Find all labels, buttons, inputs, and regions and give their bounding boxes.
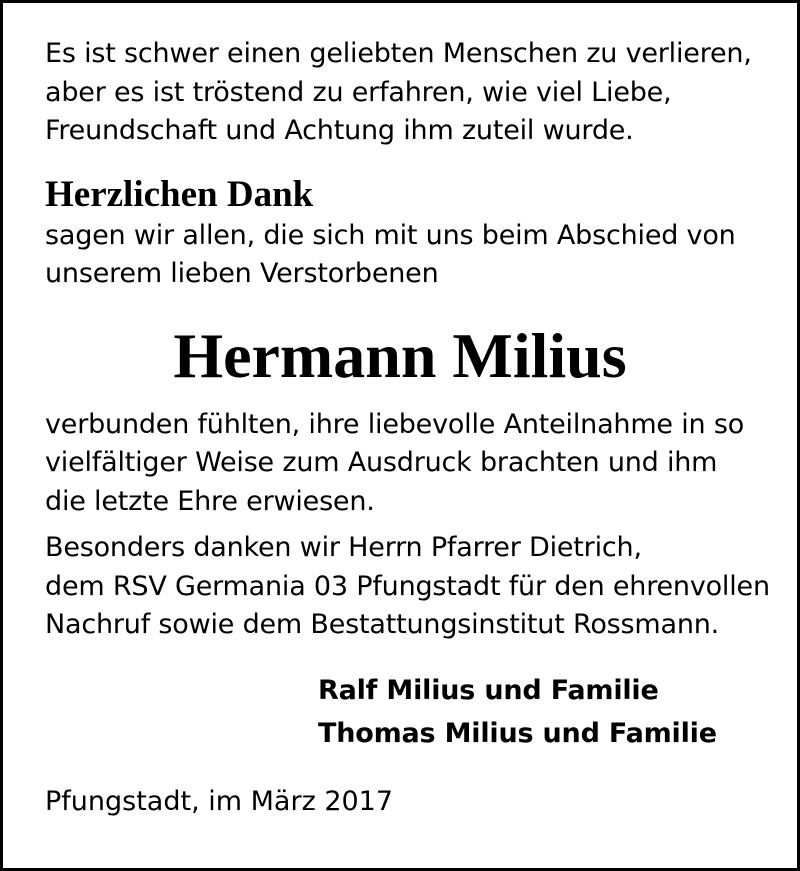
- continuation-line: die letzte Ehre erwiesen.: [45, 485, 375, 517]
- continuation-paragraph: [45, 406, 797, 522]
- signatory: Ralf Milius und Familie: [318, 674, 659, 706]
- intro-line: Freundschaft und Achtung ihm zuteil wurde.: [45, 115, 634, 146]
- special-thanks-line: Nachruf sowie dem Bestattungsinstitut Rossmann.: [45, 609, 720, 640]
- signatory: Thomas Milius und Familie: [318, 717, 717, 749]
- thanks-paragraph: [45, 217, 797, 294]
- intro-line: aber es ist tröstend zu erfahren, wie viel Liebe,: [45, 76, 672, 108]
- continuation-line: vielfältiger Weise zum Ausdruck brachten und ihm: [45, 447, 718, 478]
- special-thanks-line: Besonders danken wir Herrn Pfarrer Dietrich,: [45, 532, 642, 563]
- heading-herzlichen-dank: Herzlichen Dank: [45, 173, 314, 215]
- continuation-line: verbunden fühlten, ihre liebevolle Anteilnahme in so: [45, 408, 745, 440]
- special-thanks-paragraph: [45, 529, 797, 645]
- signatories: [318, 669, 797, 755]
- intro-line: Es ist schwer einen geliebten Menschen zu verlieren,: [45, 38, 752, 69]
- deceased-name: Hermann Milius: [173, 319, 627, 391]
- place-and-date: Pfungstadt, im März 2017: [45, 785, 394, 817]
- thanks-line: sagen wir allen, die sich mit uns beim Abschied von: [45, 219, 736, 251]
- intro-paragraph: [45, 35, 797, 151]
- thanks-line: unserem lieben Verstorbenen: [45, 258, 439, 289]
- special-thanks-line: dem RSV Germania 03 Pfungstadt für den ehrenvollen: [45, 570, 770, 602]
